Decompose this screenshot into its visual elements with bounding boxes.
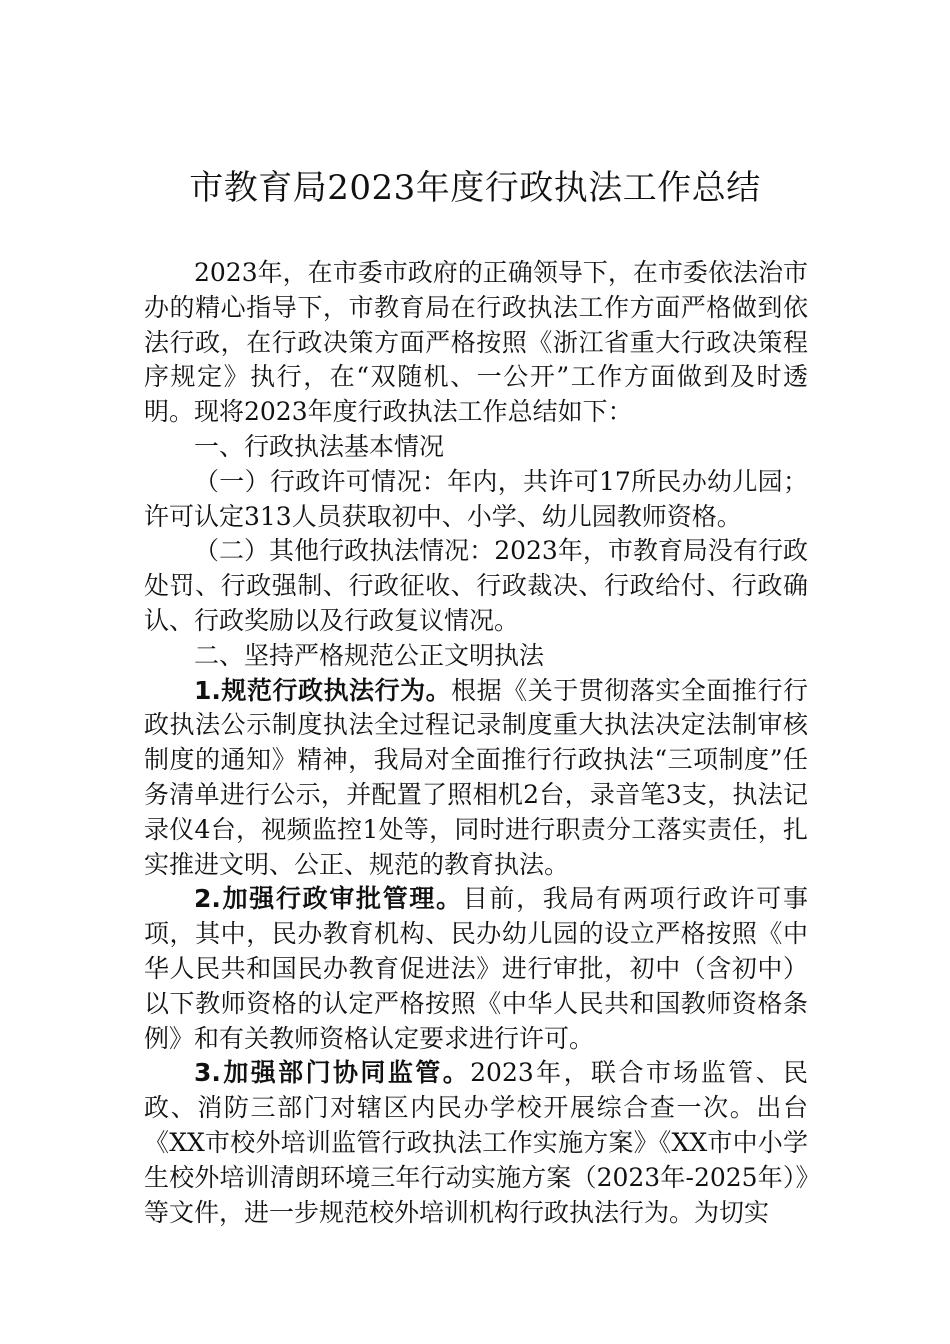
paragraph-lead: 3.加强部门协同监管。: [194, 1058, 471, 1088]
paragraph-licensing: [144, 465, 808, 535]
paragraph-text: （一）行政许可情况：年内，共许可17所民办幼儿园；许可认定313人员获取初中、小学、幼儿园教师资格。: [144, 466, 808, 531]
paragraph-text: 目前，我局有两项行政许可事项，其中，民办教育机构、民办幼儿园的设立严格按照《中华人民共和国民办教育促进法》进行审批，初中（含初中）以下教师资格的认定严格按照《中华人民共和国教师资格条例》和有关教师资格认定要求进行许可。: [144, 884, 808, 1053]
section-heading-1: [144, 430, 808, 465]
paragraph-point-2: [144, 882, 808, 1056]
section-heading-2: [144, 639, 808, 674]
paragraph-lead: 1.规范行政执法行为。: [194, 675, 452, 705]
paragraph-point-3: [144, 1056, 808, 1230]
paragraph-text: 二、坚持严格规范公正文明执法: [194, 640, 545, 670]
paragraph-other-enforcement: [144, 534, 808, 638]
paragraph-text: 一、行政执法基本情况: [194, 431, 445, 461]
paragraph-lead: 2.加强行政审批管理。: [194, 884, 463, 914]
document-title: 市教育局2023年度行政执法工作总结: [189, 168, 761, 208]
paragraph-text: 根据《关于贯彻落实全面推行行政执法公示制度执法全过程记录制度重大执法决定法制审核制度的通知》精神，我局对全面推行行政执法“三项制度”任务清单进行公示，并配置了照相机2台，录音笔3支，执法记录仪4台，视频监控1处等，同时进行职责分工落实责任，扎实推进文明、公正、规范的教育执法。: [144, 675, 808, 879]
paragraph-text: 2023年，联合市场监管、民政、消防三部门对辖区内民办学校开展综合查一次。出台《XX市校外培训监管行政执法工作实施方案》《XX市中小学生校外培训清朗环境三年行动实施方案（2023年-2025年）》等文件，进一步规范校外培训机构行政执法行为。为切实: [144, 1058, 808, 1227]
paragraph-point-1: [144, 674, 808, 883]
paragraph-intro: [144, 256, 808, 430]
paragraph-text: （二）其他行政执法情况：2023年，市教育局没有行政处罚、行政强制、行政征收、行政裁决、行政给付、行政确认、行政奖励以及行政复议情况。: [144, 536, 808, 635]
document-body: [144, 256, 808, 1230]
paragraph-text: 2023年，在市委市政府的正确领导下，在市委依法治市办的精心指导下，市教育局在行政执法工作方面严格做到依法行政，在行政决策方面严格按照《浙江省重大行政决策程序规定》执行，在“双随机、一公开”工作方面做到及时透明。现将2023年度行政执法工作总结如下：: [144, 258, 808, 427]
